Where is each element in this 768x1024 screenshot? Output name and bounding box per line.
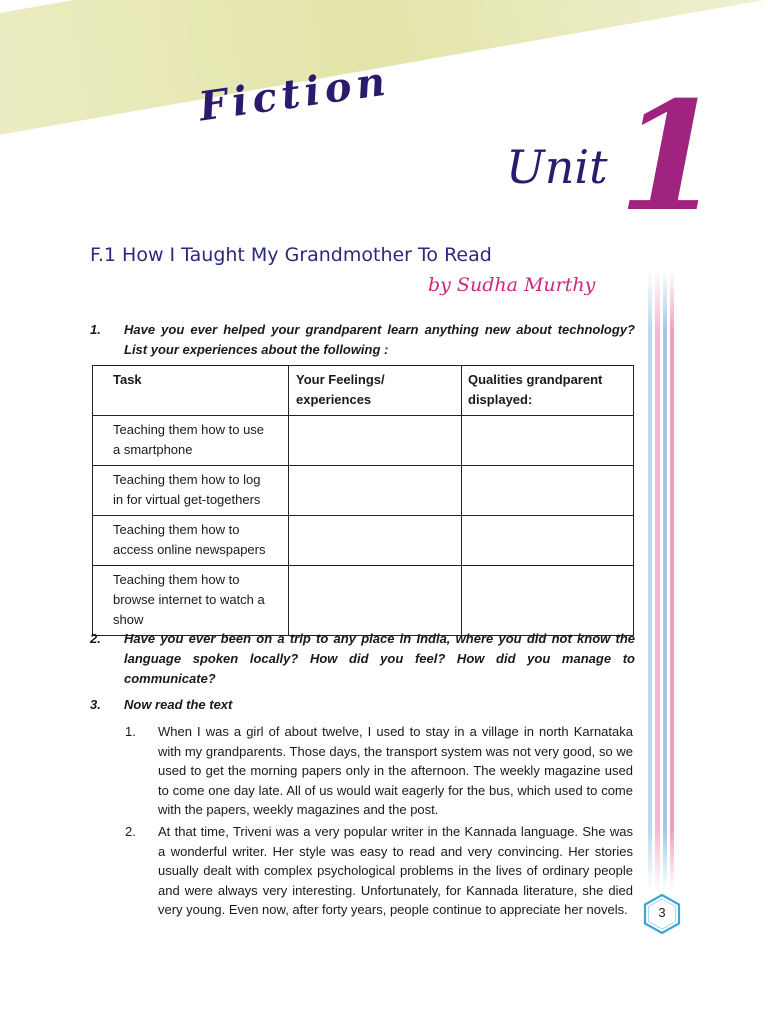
question-text: Now read the text bbox=[124, 697, 233, 712]
table-header-task: Task bbox=[93, 366, 289, 416]
table-cell-feelings[interactable] bbox=[289, 566, 462, 636]
table-cell-feelings[interactable] bbox=[289, 416, 462, 466]
table-header-qualities: Qualities grandparent displayed: bbox=[462, 366, 634, 416]
question-number: 1. bbox=[90, 322, 101, 337]
table-cell-task: Teaching them how to log in for virtual get-togethers bbox=[93, 466, 289, 516]
text-paragraph-1 bbox=[125, 722, 633, 820]
table-cell-qualities[interactable] bbox=[462, 416, 634, 466]
table-cell-qualities[interactable] bbox=[462, 566, 634, 636]
table-row bbox=[93, 516, 634, 566]
experience-table bbox=[92, 365, 634, 636]
table-cell-task: Teaching them how to use a smartphone bbox=[93, 416, 289, 466]
text-paragraph-2 bbox=[125, 822, 633, 920]
unit-number: 1 bbox=[618, 69, 723, 245]
paragraph-number: 1. bbox=[125, 724, 136, 739]
paragraph-text: When I was a girl of about twelve, I used to stay in a village in north Karnataka with my grandparents. Those days, the transport system was not very good, so we used to get the morning papers only in the afternoon. The weekly magazine used to come one day late. All of us would wait eagerly for the bus, which used to come with the papers, weekly magazines and the post. bbox=[158, 724, 633, 818]
table-header-row bbox=[93, 366, 634, 416]
unit-label: Unit bbox=[506, 140, 608, 194]
paragraph-number: 2. bbox=[125, 824, 136, 839]
table-row bbox=[93, 466, 634, 516]
question-1 bbox=[90, 320, 635, 360]
table-cell-feelings[interactable] bbox=[289, 516, 462, 566]
table-cell-task: Teaching them how to browse internet to watch a show bbox=[93, 566, 289, 636]
table-cell-qualities[interactable] bbox=[462, 466, 634, 516]
question-text: Have you ever been on a trip to any place in India, where you did not know the language spoken locally? How did you feel? How did you manage to communicate? bbox=[124, 631, 635, 686]
table-row bbox=[93, 566, 634, 636]
table-cell-feelings[interactable] bbox=[289, 466, 462, 516]
question-text: Have you ever helped your grandparent learn anything new about technology? List your experiences about the following : bbox=[124, 322, 635, 357]
table-cell-qualities[interactable] bbox=[462, 516, 634, 566]
question-2 bbox=[90, 629, 635, 689]
decorative-stripes bbox=[648, 270, 674, 890]
page-number: 3 bbox=[658, 905, 666, 920]
paragraph-text: At that time, Triveni was a very popular writer in the Kannada language. She was a wonderful writer. Her style was easy to read and very convincing. Her stories usually dealt with complex psychological problems in the lives of ordinary people and were always very interesting. Unfortunately, for Kannada literature, she died very young. Even now, after forty years, people continue to appreciate her novels. bbox=[158, 824, 633, 918]
question-number: 3. bbox=[90, 697, 101, 712]
page-number-badge bbox=[640, 892, 684, 936]
author-byline: by Sudha Murthy bbox=[428, 274, 596, 296]
category-title: Fiction bbox=[196, 57, 394, 131]
table-row bbox=[93, 416, 634, 466]
question-3 bbox=[90, 695, 635, 715]
table-header-feelings: Your Feelings/ experiences bbox=[289, 366, 462, 416]
section-title: F.1 How I Taught My Grandmother To Read bbox=[90, 244, 492, 266]
table-cell-task: Teaching them how to access online newspapers bbox=[93, 516, 289, 566]
question-number: 2. bbox=[90, 631, 101, 646]
